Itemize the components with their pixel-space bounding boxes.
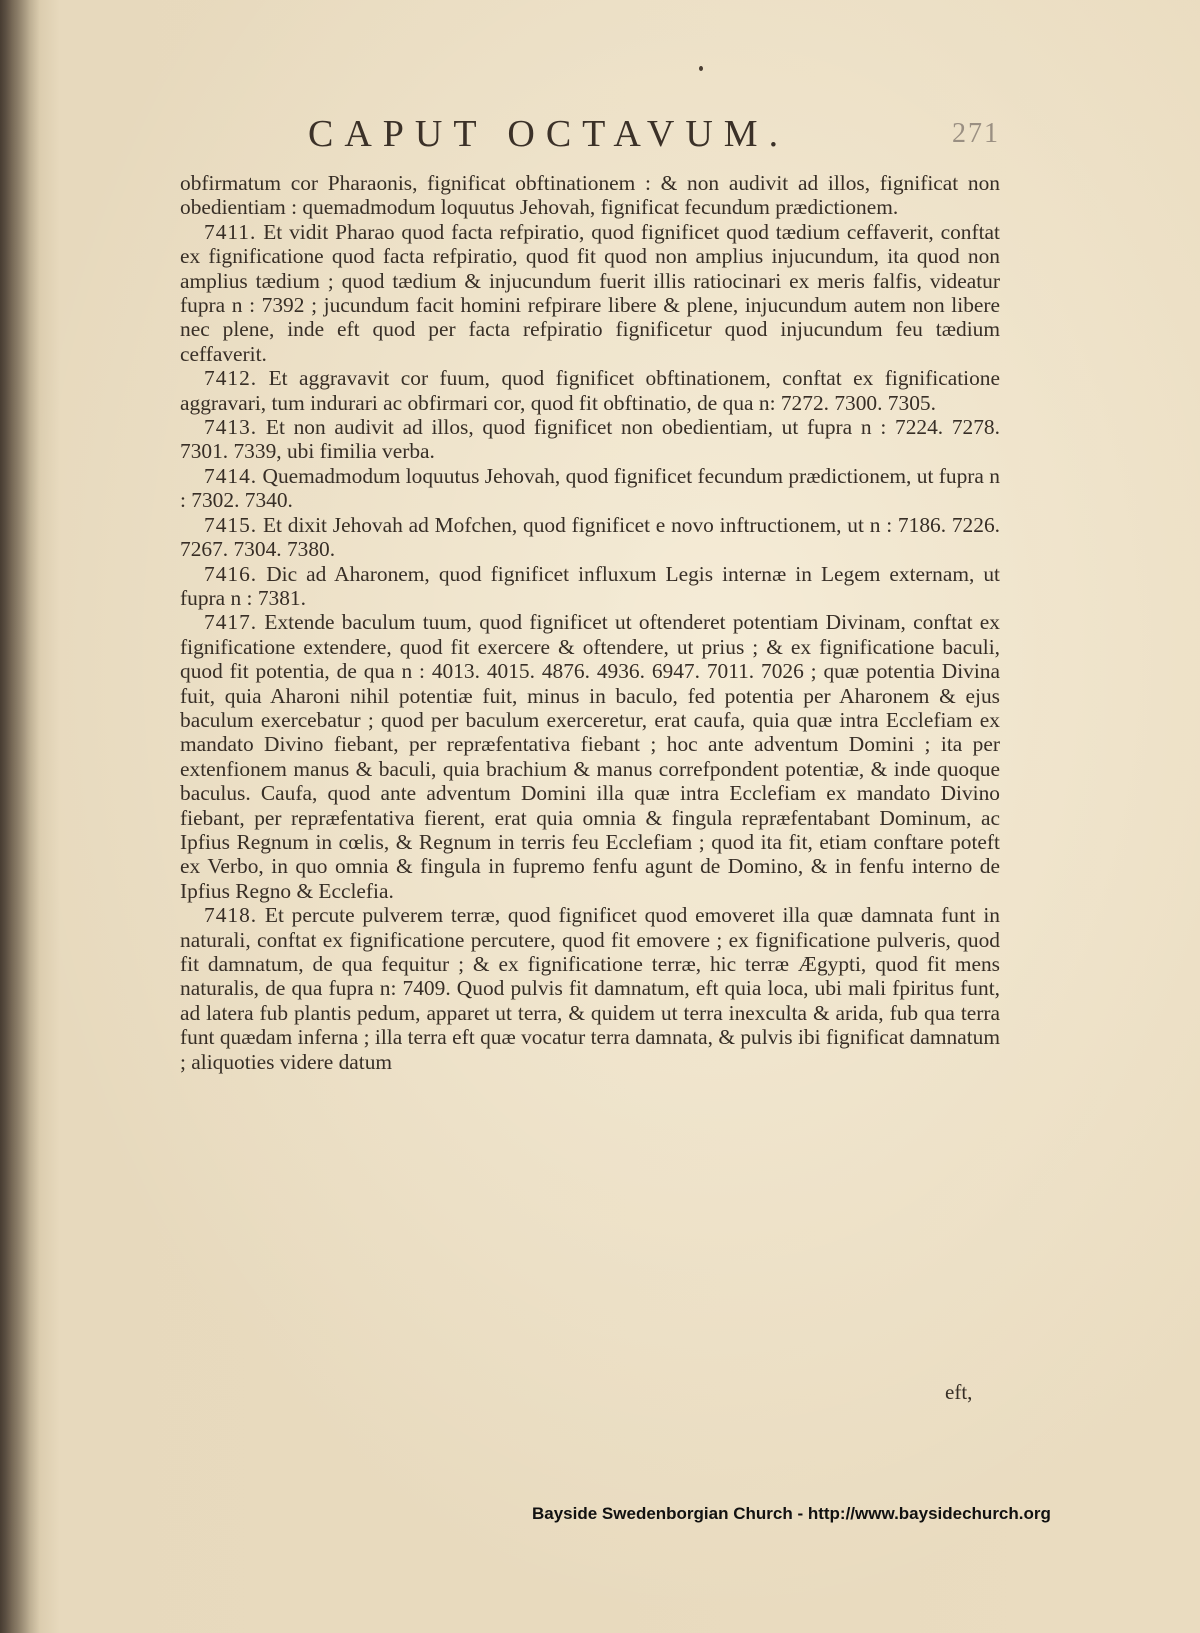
paragraph-number: 7413.	[204, 415, 258, 440]
paragraph-number: 7411.	[204, 219, 257, 244]
page-number: 271	[952, 118, 1000, 149]
paragraph-7415	[180, 513, 1000, 562]
paragraph-text: Extende baculum tuum, quod fignificet ut oftenderet potentiam Divinam, conftat ex fignificatione extendere, quod fit exercere & oftendere, ut prius ; & ex fignificatione baculi, quod fit potentia, de qua n : 4013. 4015. 4876. 4936. 6947. 7011. 7026 ; quæ potentia Divina fuit, quia Aharoni nihil potentiæ fuit, minus in baculo, fed potentia per Aharonem & ejus baculum exercebatur ; quod per baculum exerceretur, erat caufa, quia quæ intra Ecclefiam ex mandato Divino fiebant, per repræfentativa fiebant ; hoc ante adventum Domini ; ita per extenfionem manus & baculi, quia brachium & manus correfpondent potentiæ, & inde quoque baculus. Caufa, quod ante adventum Domini illa quæ intra Ecclefiam ex mandato Divino fiebant, per repræfentativa fierent, erat quia omnia & fingula repræfentabant Dominum, ac Ipfius Regnum in cœlis, & Regnum in terris feu Ecclefiam ; quod ita fit, etiam conftare poteft ex Verbo, in quo omnia & fingula in fupremo fenfu agunt de Domino, & in fenfu interno de Ipfius Regno & Ecclefia.	[180, 610, 1000, 903]
paragraph-text: Et aggravavit cor fuum, quod fignificet obftinationem, conftat ex fignificatione aggravari, tum indurari ac obfirmari cor, quod fit obftinatio, de qua n: 7272. 7300. 7305.	[180, 366, 1000, 415]
page-header	[180, 112, 1000, 162]
paragraph-number: 7416.	[204, 561, 258, 586]
paragraph-text: Et non audivit ad illos, quod fignificet non obedientiam, ut fupra n : 7224. 7278. 7301. 7339, ubi fimilia verba.	[180, 415, 1000, 464]
paragraph-number: 7418.	[204, 903, 258, 928]
paragraph-continuation	[180, 171, 1000, 220]
paragraph-text: Et vidit Pharao quod facta refpiratio, quod fignificet quod tædium ceffaverit, conftat ex fignificatione quod facta refpiratio, quod fit quod non amplius injucundum, ita quod non amplius tædium ; quod tædium & injucundum fuerit illis ratiocinari ex meris falfis, videatur fupra n : 7392 ; jucundum facit homini refpirare libere & plene, injucundum autem non libere nec plene, inde eft quod per facta refpiratio fignificetur quod injucundum feu tædium ceffaverit.	[180, 219, 1000, 366]
paragraph-7414	[180, 464, 1000, 513]
paragraph-number: 7417.	[204, 610, 258, 635]
paragraph-7418	[180, 903, 1000, 1074]
paragraph-text: Dic ad Aharonem, quod fignificet influxum Legis internæ in Legem externam, ut fupra n : 7381.	[180, 561, 1000, 610]
paragraph-text: Et dixit Jehovah ad Mofchen, quod fignificet e novo inftructionem, ut n : 7186. 7226. 7267. 7304. 7380.	[180, 512, 1000, 562]
paragraph-number: 7412.	[204, 366, 258, 391]
paragraph-text: obfirmatum cor Pharaonis, fignificat obftinationem : & non audivit ad illos, fignificat non obedientiam : quemadmodum loquutus Jehovah, fignificat fecundum prædictionem.	[180, 171, 1000, 220]
paragraph-7412	[180, 366, 1000, 415]
footer-credit: Bayside Swedenborgian Church - http://www.baysidechurch.org	[532, 1504, 1051, 1523]
running-title: CAPUT OCTAVUM.	[308, 113, 790, 155]
paragraph-text: Et percute pulverem terræ, quod fignificet quod emoveret illa quæ damnata funt in naturali, conftat ex fignificatione percutere, quod fit emovere ; ex fignificatione pulveris, quod fit damnatum, de qua fequitur ; & ex fignificatione terræ, hic terræ Ægypti, quod fit mens naturalis, de qua fupra n: 7409. Quod pulvis fit damnatum, eft quia loca, ubi mali fpiritus funt, ad latera fub plantis pedum, apparet ut terra, & quidem ut terra inexculta & arida, fub qua terra funt quædam inferna ; illa terra eft quæ vocatur terra damnata, & pulvis ibi fignificat damnatum ; aliquoties videre datum	[180, 903, 1000, 1074]
paragraph-text: Quemadmodum loquutus Jehovah, quod fignificet fecundum prædictionem, ut fupra n : 7302. 7340.	[180, 463, 1000, 513]
paragraph-7413	[180, 415, 1000, 464]
paragraph-number: 7414.	[204, 463, 258, 488]
catchword: eft,	[945, 1380, 973, 1404]
paragraph-7417	[180, 610, 1000, 903]
body-text	[180, 171, 1000, 1074]
paragraph-7411	[180, 220, 1000, 366]
paragraph-7416	[180, 562, 1000, 611]
binding-gutter-shadow	[0, 0, 40, 1633]
paragraph-number: 7415.	[204, 512, 258, 537]
ink-speck	[699, 66, 703, 71]
